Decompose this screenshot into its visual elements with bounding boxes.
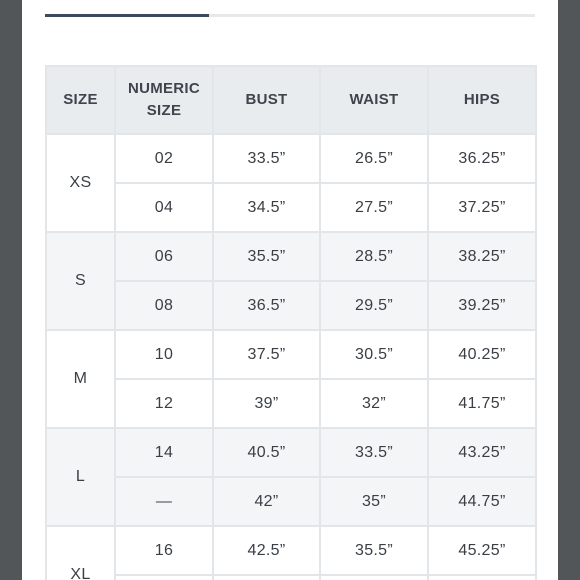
header-numeric-line2: SIZE [146,102,182,119]
waist-cell: 35.5” [320,526,428,575]
waist-cell: 32” [320,379,428,428]
size-chart-panel [22,0,558,580]
numeric-size-cell: 02 [115,134,213,183]
numeric-size-cell: 12 [115,379,213,428]
table-row [46,477,536,526]
hips-cell [428,575,536,580]
hips-cell: 37.25” [428,183,536,232]
bust-cell [213,575,320,580]
size-chart-table [45,65,537,580]
table-row [46,575,536,580]
tab-indicator-track [45,14,535,17]
hips-cell: 40.25” [428,330,536,379]
hips-cell: 41.75” [428,379,536,428]
header-numeric-size [115,66,213,134]
table-row [46,428,536,477]
hips-cell: 36.25” [428,134,536,183]
waist-cell: 28.5” [320,232,428,281]
hips-cell: 44.75” [428,477,536,526]
table-row [46,183,536,232]
table-row [46,526,536,575]
bust-cell: 40.5” [213,428,320,477]
table-row [46,379,536,428]
bust-cell: 42” [213,477,320,526]
table-row [46,281,536,330]
size-label: M [46,330,115,428]
active-tab-indicator[interactable] [45,14,209,17]
table-row [46,330,536,379]
hips-cell: 38.25” [428,232,536,281]
bust-cell: 37.5” [213,330,320,379]
hips-cell: 43.25” [428,428,536,477]
header-hips: HIPS [428,66,536,134]
numeric-size-cell: — [115,477,213,526]
numeric-size-cell [115,575,213,580]
header-waist: WAIST [320,66,428,134]
size-label: XL [46,526,115,580]
numeric-size-cell: 10 [115,330,213,379]
waist-cell: 30.5” [320,330,428,379]
header-row [46,66,536,134]
waist-cell: 33.5” [320,428,428,477]
header-bust: BUST [213,66,320,134]
waist-cell [320,575,428,580]
table-row [46,134,536,183]
numeric-size-cell: 14 [115,428,213,477]
bust-cell: 42.5” [213,526,320,575]
bust-cell: 36.5” [213,281,320,330]
bust-cell: 33.5” [213,134,320,183]
bust-cell: 35.5” [213,232,320,281]
waist-cell: 27.5” [320,183,428,232]
header-numeric-line1: NUMERIC [127,80,201,97]
size-label: L [46,428,115,526]
hips-cell: 45.25” [428,526,536,575]
waist-cell: 26.5” [320,134,428,183]
size-label: XS [46,134,115,232]
numeric-size-cell: 06 [115,232,213,281]
header-size: SIZE [46,66,115,134]
waist-cell: 29.5” [320,281,428,330]
waist-cell: 35” [320,477,428,526]
numeric-size-cell: 04 [115,183,213,232]
hips-cell: 39.25” [428,281,536,330]
bust-cell: 34.5” [213,183,320,232]
numeric-size-cell: 16 [115,526,213,575]
bust-cell: 39” [213,379,320,428]
numeric-size-cell: 08 [115,281,213,330]
table-row [46,232,536,281]
size-label: S [46,232,115,330]
